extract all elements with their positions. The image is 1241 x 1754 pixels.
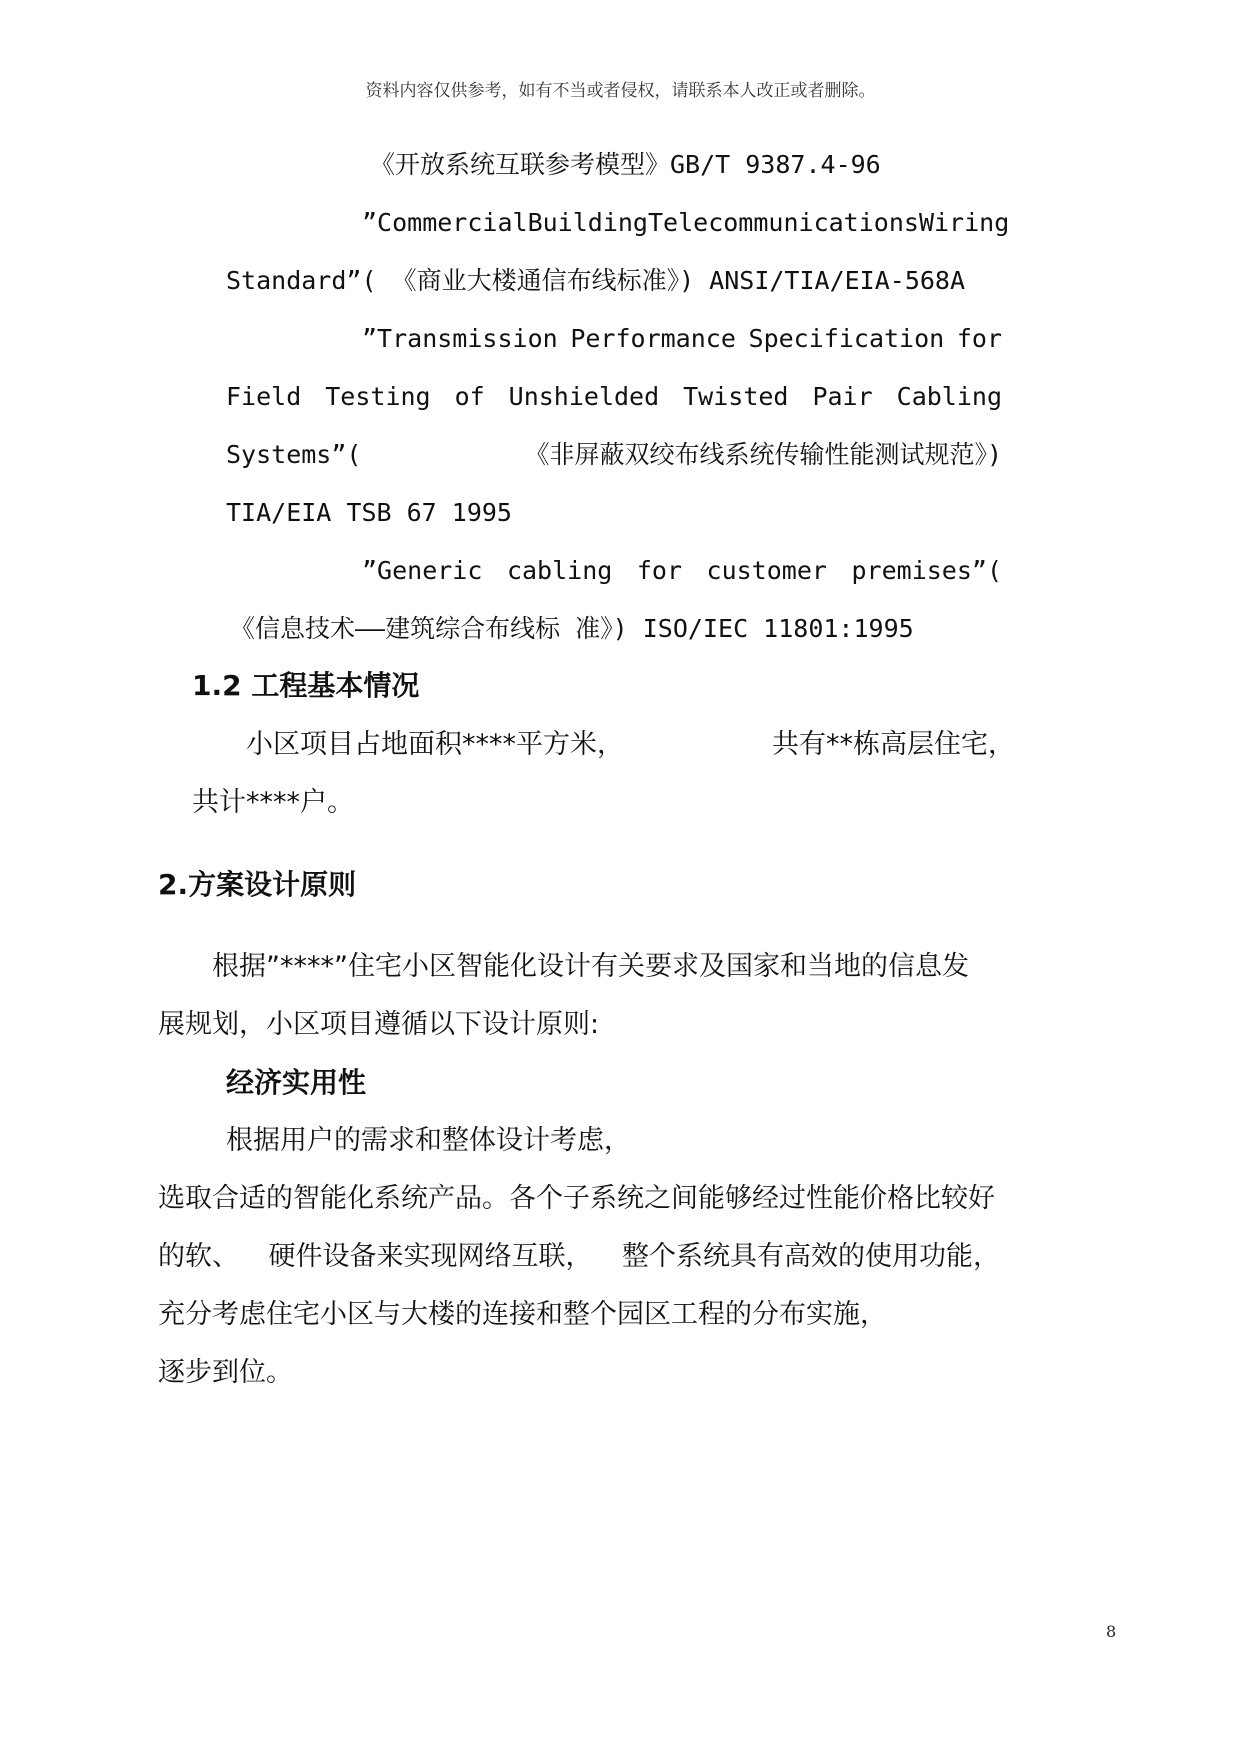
phrase: 整个系统具有高效的使用功能，: [622, 1241, 1000, 1272]
word: premises”(: [851, 556, 1002, 585]
standard-tsb67-line3: [226, 438, 1002, 472]
body-line-5: 逐步到位。: [158, 1357, 293, 1388]
section-1-2-heading: 1.2 工程基本情况: [192, 669, 420, 702]
section-2-para-line1: 根据”****”住宅小区智能化设计有关要求及国家和当地的信息发: [212, 951, 969, 982]
body-line-3: [158, 1240, 1000, 1274]
word: customer: [706, 556, 827, 585]
body-line-2: 选取合适的智能化系统产品。各个子系统之间能够经过性能价格比较好: [158, 1183, 995, 1214]
body-line-4: 充分考虑住宅小区与大楼的连接和整个园区工程的分布实施，: [158, 1299, 887, 1330]
word: of: [454, 382, 485, 411]
subheading-economic-practicality: 经济实用性: [226, 1066, 367, 1099]
word: Twisted: [683, 382, 789, 411]
section-1-2-para-a: 小区项目占地面积****平方米，: [246, 729, 624, 760]
word: ”Transmission: [362, 324, 558, 353]
standard-ansi-line1: [362, 206, 1010, 240]
word: Testing: [325, 382, 431, 411]
word: Telecommunications: [648, 208, 919, 237]
phrase: 硬件设备来实现网络互联，: [268, 1241, 593, 1272]
word: Wiring: [918, 208, 1010, 237]
word: ”Generic: [362, 556, 483, 585]
standard-gbt-9387: 《开放系统互联参考模型》GB/T 9387.4-96: [370, 150, 881, 179]
word: ”Commercial: [362, 208, 528, 237]
standard-iso-line1: [362, 554, 1002, 588]
word: Systems”(: [226, 440, 362, 469]
page-number: 8: [1106, 1622, 1117, 1641]
word: Building: [527, 208, 648, 237]
standard-tsb67-line2: [226, 380, 1002, 414]
word: Cabling: [896, 382, 1002, 411]
header-disclaimer: 资料内容仅供参考，如有不当或者侵权，请联系本人改正或者删除。: [365, 81, 876, 101]
standard-ansi-line2: Standard”( 《商业大楼通信布线标准》) ANSI/TIA/EIA-568A: [226, 266, 966, 295]
word: Unshielded: [508, 382, 660, 411]
standard-iso-line2: 《信息技术——建筑综合布线标 准》) ISO/IEC 11801:1995: [230, 614, 914, 643]
standard-tsb67-line4: TIA/EIA TSB 67 1995: [226, 498, 512, 527]
word: Field: [226, 382, 302, 411]
word: Pair: [812, 382, 873, 411]
word: Performance: [570, 324, 736, 353]
standard-tsb67-line1: [362, 322, 1002, 356]
word: for: [956, 324, 1002, 353]
section-1-2-para-b: 共有**栋高层住宅，: [772, 729, 1015, 760]
section-2-para-line2: 展规划，小区项目遵循以下设计原则:: [158, 1009, 600, 1040]
word: cabling: [506, 556, 613, 585]
word: 《非屏蔽双绞布线系统传输性能测试规范》): [524, 440, 1002, 469]
word: for: [636, 556, 682, 585]
word: Specification: [748, 324, 945, 353]
body-line-1: 根据用户的需求和整体设计考虑，: [226, 1125, 631, 1156]
phrase: 的软、: [158, 1241, 239, 1272]
section-1-2-para-c: 共计****户。: [192, 787, 354, 818]
section-2-heading: 2.方案设计原则: [158, 868, 357, 901]
